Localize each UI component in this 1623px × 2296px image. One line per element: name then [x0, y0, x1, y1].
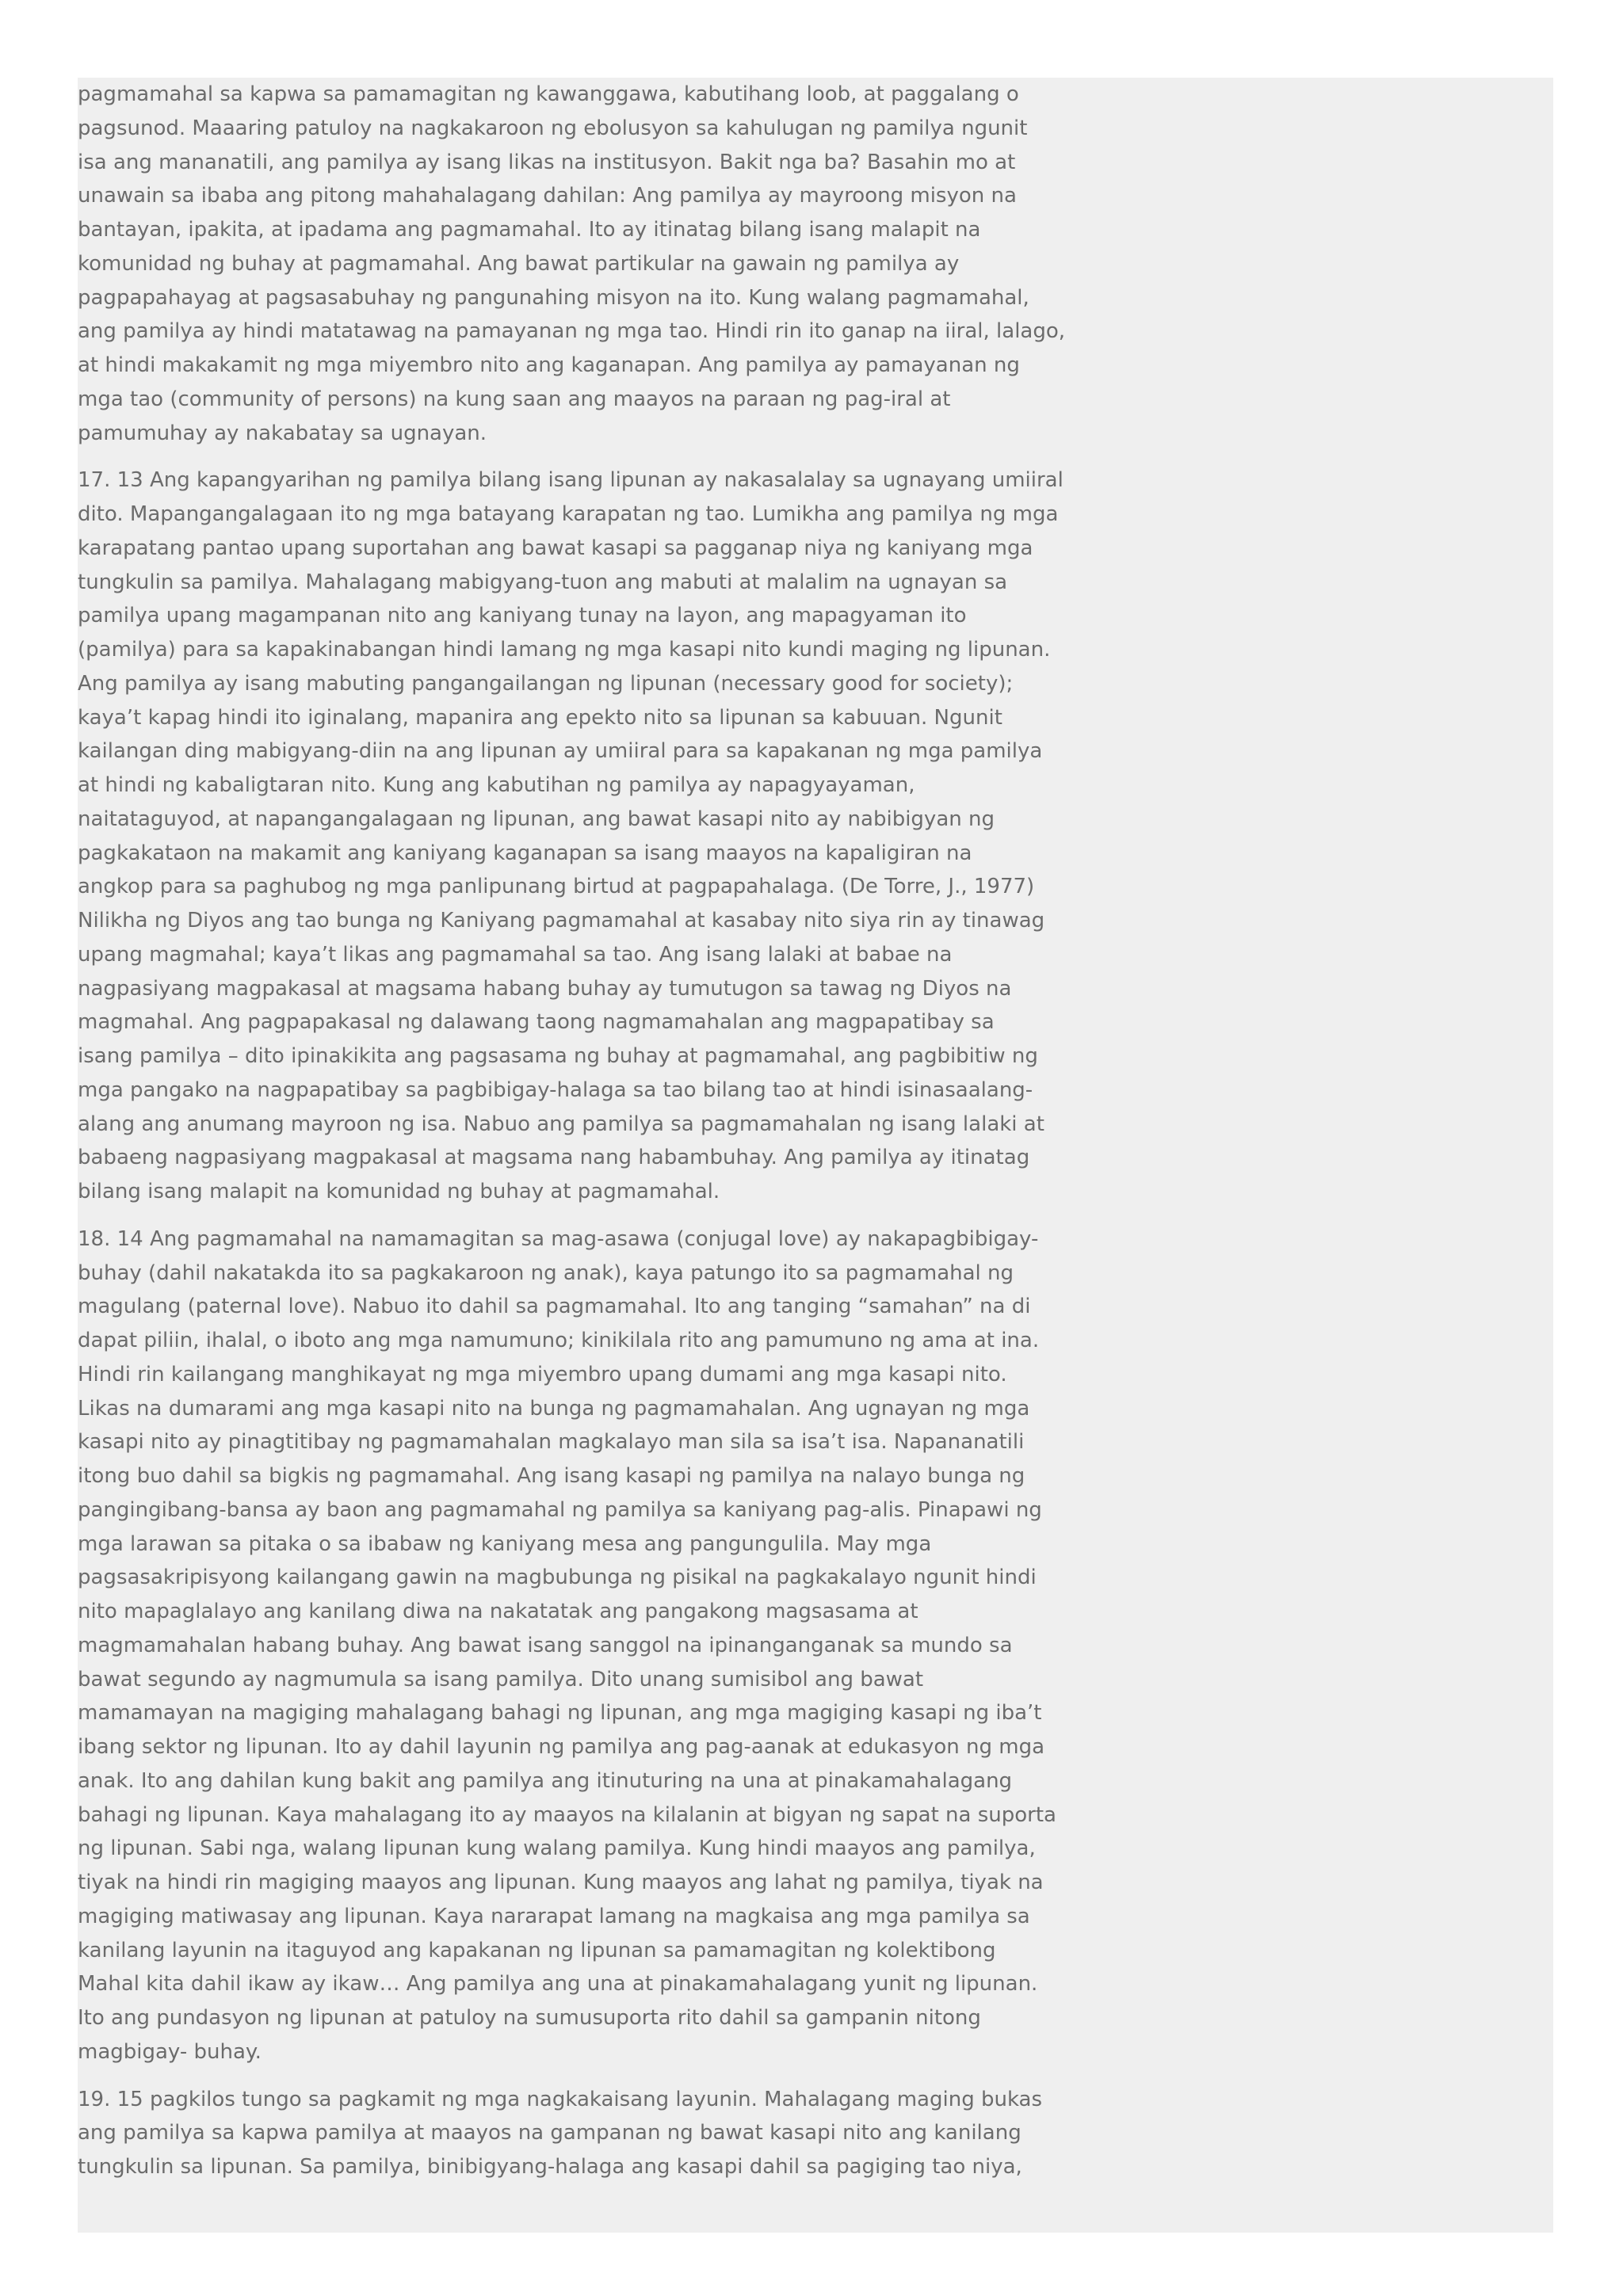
text-line: kailangan ding mabigyang-diin na ang lipunan ay umiiral para sa kapakanan ng mga pamilya: [78, 739, 1043, 764]
text-line: pangingibang-bansa ay baon ang pagmamahal ng pamilya sa kaniyang pag-alis. Pinapawi ng: [78, 1497, 1042, 1522]
text-line: Hindi rin kailangang manghikayat ng mga miyembro upang dumami ang mga kasapi nito.: [78, 1362, 1007, 1386]
paragraph-19: [78, 2083, 1068, 2184]
text-line: nagpasiyang magpakasal at magsama habang buhay ay tumutugon sa tawag ng Diyos na: [78, 976, 1012, 1001]
text-line: mga pangako na nagpapatibay sa pagbibigay-halaga sa tao bilang tao at hindi isinasaalang-: [78, 1077, 1033, 1102]
text-line: 19. 15 pagkilos tungo sa pagkamit ng mga nagkakaisang layunin. Mahalagang maging bukas: [78, 2087, 1043, 2111]
text-line: magbigay- buhay.: [78, 2039, 262, 2064]
text-line: ibang sektor ng lipunan. Ito ay dahil layunin ng pamilya ang pag-aanak at edukasyon ng mga: [78, 1735, 1045, 1759]
text-line: Ito ang pundasyon ng lipunan at patuloy na sumusuporta rito dahil sa gampanin nitong: [78, 2006, 981, 2030]
text-line: bahagi ng lipunan. Kaya mahalagang ito ay maayos na kilalanin at bigyan ng sapat na suporta: [78, 1802, 1056, 1827]
text-line: (pamilya) para sa kapakinabangan hindi lamang ng mga kasapi nito kundi maging ng lipunan.: [78, 638, 1051, 662]
text-line: nito mapaglalayo ang kanilang diwa na nakatatak ang pangakong magsasama at: [78, 1600, 918, 1623]
text-line: babaeng nagpasiyang magpakasal at magsama nang habambuhay. Ang pamilya ay itinatag: [78, 1146, 1030, 1170]
text-line: itong buo dahil sa bigkis ng pagmamahal. Ang isang kasapi ng pamilya na nalayo bunga ng: [78, 1464, 1025, 1488]
text-line: ang pamilya ay hindi matatawag na pamayanan ng mga tao. Hindi rin ito ganap na iiral, lalago,: [78, 319, 1066, 344]
paragraph-18: [78, 1222, 1068, 2069]
text-line: bilang isang malapit na komunidad ng buhay at pagmamahal.: [78, 1180, 720, 1203]
text-line: ng lipunan. Sabi nga, walang lipunan kung walang pamilya. Kung hindi maayos ang pamilya,: [78, 1836, 1036, 1861]
text-line: pamilya upang magampanan nito ang kaniyang tunay na layon, ang mapagyaman ito: [78, 604, 967, 628]
text-line: pagpapahayag at pagsasabuhay ng pangunahing misyon na ito. Kung walang pagmamahal,: [78, 285, 1029, 310]
text-line: mga tao (community of persons) na kung saan ang maayos na paraan ng pag-iral at: [78, 387, 951, 411]
text-line: pagkakataon na makamit ang kaniyang kaganapan sa isang maayos na kapaligiran na: [78, 841, 972, 865]
text-line: pagsasakripisyong kailangang gawin na magbubunga ng pisikal na pagkakalayo ngunit hindi: [78, 1566, 1037, 1590]
text-line: buhay (dahil nakatakda ito sa pagkakaroon ng anak), kaya patungo ito sa pagmamahal ng: [78, 1261, 1014, 1285]
text-line: Mahal kita dahil ikaw ay ikaw… Ang pamilya ang una at pinakamahalagang yunit ng lipunan.: [78, 1972, 1038, 1997]
text-line: Ang pamilya ay isang mabuting pangangailangan ng lipunan (necessary good for society);: [78, 671, 1014, 696]
text-line: kaya’t kapag hindi ito iginalang, mapanira ang epekto nito sa lipunan sa kabuuan. Ngunit: [78, 705, 1002, 730]
text-line: angkop para sa paghubog ng mga panlipunang birtud at pagpapahalaga. (De Torre, J., 1977): [78, 875, 1035, 899]
text-line: isa ang mananatili, ang pamilya ay isang likas na institusyon. Bakit nga ba? Basahin mo at: [78, 150, 1016, 174]
text-line: tungkulin sa lipunan. Sa pamilya, binibigyang-halaga ang kasapi dahil sa pagiging tao niya,: [78, 2155, 1022, 2179]
text-line: pamumuhay ay nakabatay sa ugnayan.: [78, 421, 487, 445]
text-line: tungkulin sa pamilya. Mahalagang mabigyang-tuon ang mabuti at malalim na ugnayan sa: [78, 570, 1008, 594]
text-line: bantayan, ipakita, at ipadama ang pagmamahal. Ito ay itinatag bilang isang malapit na: [78, 218, 981, 242]
text-line: Likas na dumarami ang mga kasapi nito na bunga ng pagmamahalan. Ang ugnayan ng mga: [78, 1396, 1030, 1421]
text-line: dito. Mapangangalagaan ito ng mga batayang karapatan ng tao. Lumikha ang pamilya ng mga: [78, 502, 1059, 526]
text-line: 17. 13 Ang kapangyarihan ng pamilya bilang isang lipunan ay nakasalalay sa ugnayang umiiral: [78, 468, 1064, 493]
text-line: tiyak na hindi rin magiging maayos ang lipunan. Kung maayos ang lahat ng pamilya, tiyak na: [78, 1871, 1044, 1894]
text-line: isang pamilya – dito ipinakikita ang pagsasama ng buhay at pagmamahal, ang pagbibitiw ng: [78, 1044, 1038, 1068]
text-line: anak. Ito ang dahilan kung bakit ang pamilya ang itinuturing na una at pinakamahalagang: [78, 1768, 1013, 1793]
document-body: [78, 78, 1068, 2184]
text-line: magulang (paternal love). Nabuo ito dahil sa pagmamahal. Ito ang tanging “samahan” na di: [78, 1295, 1031, 1319]
text-line: bawat segundo ay nagmumula sa isang pamilya. Dito unang sumisibol ang bawat: [78, 1667, 924, 1691]
text-line: upang magmahal; kaya’t likas ang pagmamahal sa tao. Ang isang lalaki at babae na: [78, 942, 953, 967]
text-line: alang ang anumang mayroon ng isa. Nabuo ang pamilya sa pagmamahalan ng isang lalaki at: [78, 1112, 1044, 1136]
text-line: pagmamahal sa kapwa sa pamamagitan ng kawanggawa, kabutihang loob, at paggalang o: [78, 82, 1019, 106]
text-line: Nilikha ng Diyos ang tao bunga ng Kaniyang pagmamahal at kasabay nito siya rin ay tinawag: [78, 909, 1045, 933]
document-page: [78, 78, 1553, 2233]
text-line: at hindi makakamit ng mga miyembro nito ang kaganapan. Ang pamilya ay pamayanan ng: [78, 353, 1020, 377]
text-line: kasapi nito ay pinagtitibay ng pagmamahalan magkalayo man sila sa isa’t isa. Napananatili: [78, 1430, 1025, 1455]
paragraph-17: [78, 463, 1068, 1209]
text-line: at hindi ng kabaligtaran nito. Kung ang kabutihan ng pamilya ay napagyayaman,: [78, 773, 915, 797]
text-line: magiging matiwasay ang lipunan. Kaya nararapat lamang na magkaisa ang mga pamilya sa: [78, 1904, 1030, 1928]
text-line: naitataguyod, at napangangalagaan ng lipunan, ang bawat kasapi nito ay nabibigyan ng: [78, 807, 995, 831]
paragraph-16: [78, 78, 1068, 450]
text-line: mga larawan sa pitaka o sa ibabaw ng kaniyang mesa ang pangungulila. May mga: [78, 1531, 932, 1556]
text-line: karapatang pantao upang suportahan ang bawat kasapi sa pagganap niya ng kaniyang mga: [78, 536, 1033, 560]
text-line: pagsunod. Maaaring patuloy na nagkakaroon ng ebolusyon sa kahulugan ng pamilya ngunit: [78, 116, 1028, 140]
text-line: 18. 14 Ang pagmamahal na namamagitan sa mag-asawa (conjugal love) ay nakapagbibigay-: [78, 1226, 1039, 1251]
text-line: komunidad ng buhay at pagmamahal. Ang bawat partikular na gawain ng pamilya ay: [78, 251, 960, 276]
text-line: kanilang layunin na itaguyod ang kapakanan ng lipunan sa pamamagitan ng kolektibong: [78, 1938, 996, 1962]
text-line: ang pamilya sa kapwa pamilya at maayos na gampanan ng bawat kasapi nito ang kanilang: [78, 2121, 1022, 2145]
text-line: mamamayan na magiging mahalagang bahagi ng lipunan, ang mga magiging kasapi ng iba’t: [78, 1701, 1042, 1726]
text-line: magmahal. Ang pagpapakasal ng dalawang taong nagmamahalan ang magpapatibay sa: [78, 1010, 995, 1035]
text-line: magmamahalan habang buhay. Ang bawat isang sanggol na ipinanganganak sa mundo sa: [78, 1633, 1013, 1657]
text-line: unawain sa ibaba ang pitong mahahalagang dahilan: Ang pamilya ay mayroong misyon na: [78, 184, 1017, 208]
text-line: dapat piliin, ihalal, o iboto ang mga namumuno; kinikilala rito ang pamumuno ng ama at ina.: [78, 1329, 1040, 1352]
